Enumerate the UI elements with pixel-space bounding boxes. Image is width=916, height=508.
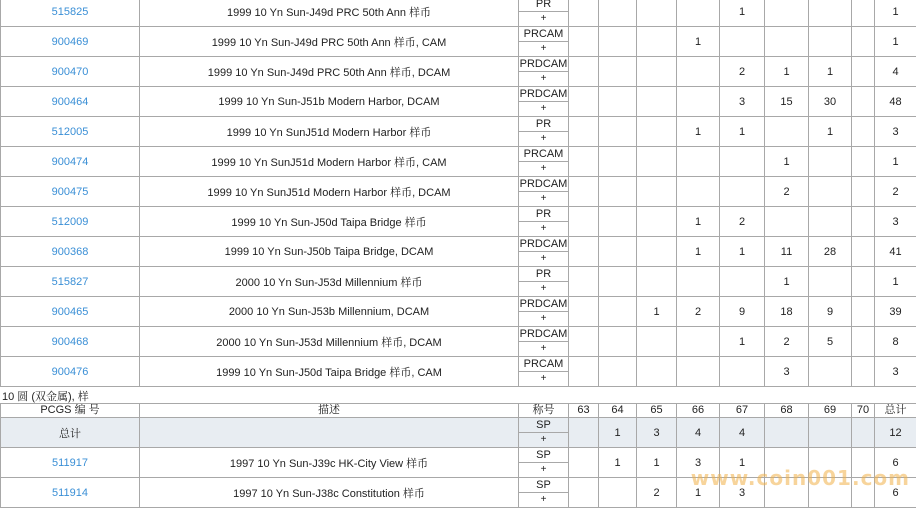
grade-67-count: 2 (720, 57, 765, 87)
grade-69-count (809, 267, 852, 297)
grade-65-count (637, 27, 677, 57)
pcgs-number-cell (1, 117, 140, 147)
description-cell: 1999 10 Yn Sun-J49d PRC 50th Ann 样币, CAM (140, 27, 519, 57)
grade-designation-cell (519, 327, 569, 357)
grade-65-count: 1 (637, 448, 677, 478)
grade-69-count: 1 (809, 57, 852, 87)
row-total-cell: 41 (875, 237, 916, 267)
grade-designation: SP (519, 418, 568, 433)
grade-70-count (852, 237, 875, 267)
table-header-row (1, 404, 916, 418)
table-row (1, 207, 916, 237)
header-66: 66 (677, 404, 720, 418)
grade-designation: PR (519, 117, 568, 132)
row-total-cell: 12 (875, 418, 916, 448)
description-cell: 1999 10 Yn Sun-J50b Taipa Bridge, DCAM (140, 237, 519, 267)
pcgs-number-cell (1, 267, 140, 297)
grade-65-count (637, 357, 677, 387)
grade-plus: + (519, 433, 568, 446)
grade-65-count (637, 0, 677, 27)
grade-66-count: 4 (677, 418, 720, 448)
pcgs-number-link[interactable]: 900469 (52, 36, 89, 48)
grade-66-count (677, 267, 720, 297)
grade-65-count: 2 (637, 478, 677, 508)
grade-70-count (852, 87, 875, 117)
table-row (1, 327, 916, 357)
table-row (1, 147, 916, 177)
header-64: 64 (599, 404, 637, 418)
grade-64-count (599, 27, 637, 57)
grade-66-count: 1 (677, 117, 720, 147)
grade-plus: + (519, 463, 568, 476)
row-total-cell: 8 (875, 327, 916, 357)
grade-designation-cell (519, 418, 569, 448)
pcgs-number-link[interactable]: 900474 (52, 156, 89, 168)
grade-66-count (677, 177, 720, 207)
grade-66-count: 1 (677, 478, 720, 508)
grade-70-count (852, 177, 875, 207)
grade-designation-cell (519, 448, 569, 478)
grade-63-count (569, 418, 599, 448)
grade-70-count (852, 267, 875, 297)
grade-68-count: 1 (765, 147, 809, 177)
grade-64-count (599, 87, 637, 117)
grade-plus: + (519, 252, 568, 265)
table-row (1, 177, 916, 207)
grade-plus: + (519, 342, 568, 355)
grade-63-count (569, 27, 599, 57)
grade-designation-cell (519, 297, 569, 327)
grade-67-count (720, 147, 765, 177)
row-total-cell: 2 (875, 177, 916, 207)
grade-69-count (809, 0, 852, 27)
grade-plus: + (519, 493, 568, 506)
grade-68-count: 15 (765, 87, 809, 117)
grade-64-count (599, 0, 637, 27)
grade-64-count (599, 207, 637, 237)
grade-70-count (852, 0, 875, 27)
grade-designation: PRDCAM (519, 57, 568, 72)
grade-designation: PRCAM (519, 147, 568, 162)
table-row (1, 57, 916, 87)
grade-68-count: 11 (765, 237, 809, 267)
grade-63-count (569, 478, 599, 508)
grade-69-count (809, 357, 852, 387)
grade-designation: SP (519, 448, 568, 463)
table-row (1, 117, 916, 147)
table-row (1, 87, 916, 117)
grade-designation-cell (519, 117, 569, 147)
grade-63-count (569, 207, 599, 237)
description-cell: 2000 10 Yn Sun-J53b Millennium, DCAM (140, 297, 519, 327)
grade-68-count: 2 (765, 327, 809, 357)
grade-designation: PRDCAM (519, 87, 568, 102)
grade-67-count: 1 (720, 327, 765, 357)
grade-plus: + (519, 162, 568, 175)
pcgs-number-link[interactable]: 900468 (52, 336, 89, 348)
table-row (1, 267, 916, 297)
grade-64-count (599, 177, 637, 207)
grade-67-count: 1 (720, 117, 765, 147)
grade-63-count (569, 57, 599, 87)
grade-69-count: 5 (809, 327, 852, 357)
grade-68-count (765, 418, 809, 448)
grade-70-count (852, 297, 875, 327)
grade-69-count: 30 (809, 87, 852, 117)
table-row (1, 27, 916, 57)
grade-designation-cell (519, 267, 569, 297)
grade-69-count: 9 (809, 297, 852, 327)
grade-69-count (809, 207, 852, 237)
grade-67-count: 1 (720, 0, 765, 27)
grade-68-count: 3 (765, 357, 809, 387)
header-pcgs: PCGS 编 号 (1, 404, 140, 418)
pcgs-number-link[interactable]: 900368 (52, 246, 89, 258)
row-total-cell: 1 (875, 0, 916, 27)
grade-designation: PR (519, 207, 568, 222)
grade-66-count: 1 (677, 27, 720, 57)
header-65: 65 (637, 404, 677, 418)
grade-designation: PRDCAM (519, 327, 568, 342)
section-title: 10 圆 (双金属), 样 (2, 388, 89, 404)
grade-64-count (599, 147, 637, 177)
pcgs-number-link[interactable]: 900470 (52, 66, 89, 78)
grade-69-count: 28 (809, 237, 852, 267)
pcgs-number-link[interactable]: 900476 (52, 366, 89, 378)
grade-65-count (637, 177, 677, 207)
pcgs-number-cell (1, 418, 140, 448)
grade-63-count (569, 327, 599, 357)
grade-67-count: 4 (720, 418, 765, 448)
grade-designation-cell (519, 207, 569, 237)
grade-67-count: 2 (720, 207, 765, 237)
grade-67-count (720, 27, 765, 57)
description-cell: 1999 10 Yn Sun-J50d Taipa Bridge 样币 (140, 207, 519, 237)
grade-designation-cell (519, 27, 569, 57)
grade-64-count (599, 117, 637, 147)
grade-66-count (677, 147, 720, 177)
grade-70-count (852, 117, 875, 147)
row-total-cell: 3 (875, 357, 916, 387)
grade-plus: + (519, 102, 568, 115)
grade-designation: PR (519, 267, 568, 282)
grade-68-count: 2 (765, 177, 809, 207)
grade-64-count (599, 357, 637, 387)
grade-plus: + (519, 132, 568, 145)
grade-66-count: 1 (677, 207, 720, 237)
grade-65-count (637, 57, 677, 87)
grade-plus: + (519, 12, 568, 25)
row-total-cell: 6 (875, 448, 916, 478)
grade-69-count: 1 (809, 117, 852, 147)
grade-65-count: 3 (637, 418, 677, 448)
pcgs-number-cell (1, 448, 140, 478)
grade-69-count (809, 147, 852, 177)
pcgs-number-cell (1, 0, 140, 27)
grade-plus: + (519, 372, 568, 385)
description-cell (140, 418, 519, 448)
row-total-cell: 48 (875, 87, 916, 117)
row-total-cell: 1 (875, 267, 916, 297)
grade-64-count (599, 478, 637, 508)
grade-plus: + (519, 222, 568, 235)
grade-68-count (765, 27, 809, 57)
table-row (1, 237, 916, 267)
grade-66-count: 3 (677, 448, 720, 478)
header-70: 70 (852, 404, 875, 418)
grade-designation-cell (519, 87, 569, 117)
grade-designation-cell (519, 357, 569, 387)
grade-plus: + (519, 42, 568, 55)
header-63: 63 (569, 404, 599, 418)
grade-designation-cell (519, 478, 569, 508)
description-cell: 1999 10 Yn SunJ51d Modern Harbor 样币, CAM (140, 147, 519, 177)
grade-67-count (720, 177, 765, 207)
grade-70-count (852, 327, 875, 357)
grade-70-count (852, 207, 875, 237)
grade-65-count: 1 (637, 297, 677, 327)
grade-65-count (637, 87, 677, 117)
grade-65-count (637, 207, 677, 237)
grade-66-count (677, 57, 720, 87)
row-total-cell: 6 (875, 478, 916, 508)
watermark: www.coin001.com (691, 466, 910, 490)
grade-67-count: 9 (720, 297, 765, 327)
grade-63-count (569, 267, 599, 297)
pcgs-number-cell (1, 147, 140, 177)
grade-plus: + (519, 312, 568, 325)
grade-64-count (599, 327, 637, 357)
grade-designation-cell (519, 177, 569, 207)
grade-68-count (765, 207, 809, 237)
pcgs-number-link[interactable]: 511914 (52, 487, 88, 499)
grade-67-count (720, 357, 765, 387)
grade-63-count (569, 117, 599, 147)
total-label: 总计 (59, 428, 81, 440)
grade-66-count (677, 357, 720, 387)
grade-63-count (569, 448, 599, 478)
pcgs-number-cell (1, 327, 140, 357)
pcgs-number-link[interactable]: 511917 (52, 457, 88, 469)
description-cell: 1999 10 Yn Sun-J51b Modern Harbor, DCAM (140, 87, 519, 117)
pcgs-number-cell (1, 87, 140, 117)
pcgs-number-cell (1, 237, 140, 267)
description-cell: 1999 10 Yn Sun-J49d PRC 50th Ann 样币, DCAM (140, 57, 519, 87)
grade-designation-cell (519, 147, 569, 177)
pcgs-number-cell (1, 297, 140, 327)
grade-67-count: 3 (720, 478, 765, 508)
grade-64-count (599, 57, 637, 87)
description-cell: 1999 10 Yn SunJ51d Modern Harbor 样币, DCAM (140, 177, 519, 207)
header-68: 68 (765, 404, 809, 418)
total-row (1, 418, 916, 448)
row-total-cell: 3 (875, 117, 916, 147)
pcgs-number-cell (1, 177, 140, 207)
grade-designation: PRCAM (519, 357, 568, 372)
grade-64-count (599, 297, 637, 327)
description-cell: 2000 10 Yn Sun-J53d Millennium 样币 (140, 267, 519, 297)
grade-63-count (569, 147, 599, 177)
description-cell: 2000 10 Yn Sun-J53d Millennium 样币, DCAM (140, 327, 519, 357)
table-row (1, 297, 916, 327)
grade-designation-cell (519, 237, 569, 267)
grade-designation: PRCAM (519, 27, 568, 42)
pcgs-number-link[interactable]: 900465 (52, 306, 89, 318)
grade-67-count: 1 (720, 448, 765, 478)
grade-68-count: 1 (765, 267, 809, 297)
pcgs-number-cell (1, 207, 140, 237)
grade-68-count: 18 (765, 297, 809, 327)
grade-plus: + (519, 72, 568, 85)
pcgs-number-link[interactable]: 515827 (52, 276, 89, 288)
grade-67-count: 1 (720, 237, 765, 267)
header-grade: 称号 (519, 404, 569, 418)
grade-69-count (809, 177, 852, 207)
pcgs-number-cell (1, 357, 140, 387)
table-row (1, 357, 916, 387)
population-table-lower (0, 403, 916, 508)
pcgs-number-cell (1, 27, 140, 57)
description-cell: 1999 10 Yn Sun-J49d PRC 50th Ann 样币 (140, 0, 519, 27)
grade-67-count: 3 (720, 87, 765, 117)
grade-plus: + (519, 192, 568, 205)
pcgs-number-link[interactable]: 512009 (52, 216, 89, 228)
grade-63-count (569, 0, 599, 27)
grade-63-count (569, 237, 599, 267)
grade-68-count (765, 117, 809, 147)
grade-64-count: 1 (599, 418, 637, 448)
pcgs-number-link[interactable]: 512005 (52, 126, 89, 138)
grade-66-count (677, 327, 720, 357)
grade-69-count (809, 27, 852, 57)
row-total-cell: 4 (875, 57, 916, 87)
description-cell: 1997 10 Yn Sun-J38c Constitution 样币 (140, 478, 519, 508)
grade-63-count (569, 87, 599, 117)
grade-designation: PR (519, 0, 568, 12)
grade-plus: + (519, 282, 568, 295)
row-total-cell: 1 (875, 27, 916, 57)
grade-65-count (637, 147, 677, 177)
grade-67-count (720, 267, 765, 297)
grade-designation-cell (519, 0, 569, 27)
grade-70-count (852, 147, 875, 177)
grade-65-count (637, 237, 677, 267)
grade-designation: PRDCAM (519, 177, 568, 192)
grade-66-count (677, 0, 720, 27)
grade-65-count (637, 267, 677, 297)
grade-designation: PRDCAM (519, 297, 568, 312)
grade-70-count (852, 57, 875, 87)
header-69: 69 (809, 404, 852, 418)
grade-68-count: 1 (765, 57, 809, 87)
pcgs-number-cell (1, 478, 140, 508)
grade-68-count (765, 0, 809, 27)
row-total-cell: 3 (875, 207, 916, 237)
pcgs-number-link[interactable]: 900464 (52, 96, 89, 108)
grade-70-count (852, 357, 875, 387)
grade-65-count (637, 327, 677, 357)
grade-64-count: 1 (599, 448, 637, 478)
grade-64-count (599, 267, 637, 297)
pcgs-number-link[interactable]: 515825 (52, 6, 89, 18)
grade-66-count: 2 (677, 297, 720, 327)
grade-designation-cell (519, 57, 569, 87)
grade-70-count (852, 27, 875, 57)
row-total-cell: 39 (875, 297, 916, 327)
table-row (1, 0, 916, 27)
grade-designation: PRDCAM (519, 237, 568, 252)
description-cell: 1999 10 Yn Sun-J50d Taipa Bridge 样币, CAM (140, 357, 519, 387)
description-cell: 1999 10 Yn SunJ51d Modern Harbor 样币 (140, 117, 519, 147)
grade-63-count (569, 357, 599, 387)
grade-designation: SP (519, 478, 568, 493)
grade-66-count: 1 (677, 237, 720, 267)
grade-65-count (637, 117, 677, 147)
pcgs-number-cell (1, 57, 140, 87)
grade-70-count (852, 418, 875, 448)
grade-64-count (599, 237, 637, 267)
header-desc: 描述 (140, 404, 519, 418)
grade-66-count (677, 87, 720, 117)
description-cell: 1997 10 Yn Sun-J39c HK-City View 样币 (140, 448, 519, 478)
header-total: 总计 (875, 404, 916, 418)
header-67: 67 (720, 404, 765, 418)
row-total-cell: 1 (875, 147, 916, 177)
grade-63-count (569, 297, 599, 327)
pcgs-number-link[interactable]: 900475 (52, 186, 89, 198)
grade-69-count (809, 418, 852, 448)
grade-63-count (569, 177, 599, 207)
